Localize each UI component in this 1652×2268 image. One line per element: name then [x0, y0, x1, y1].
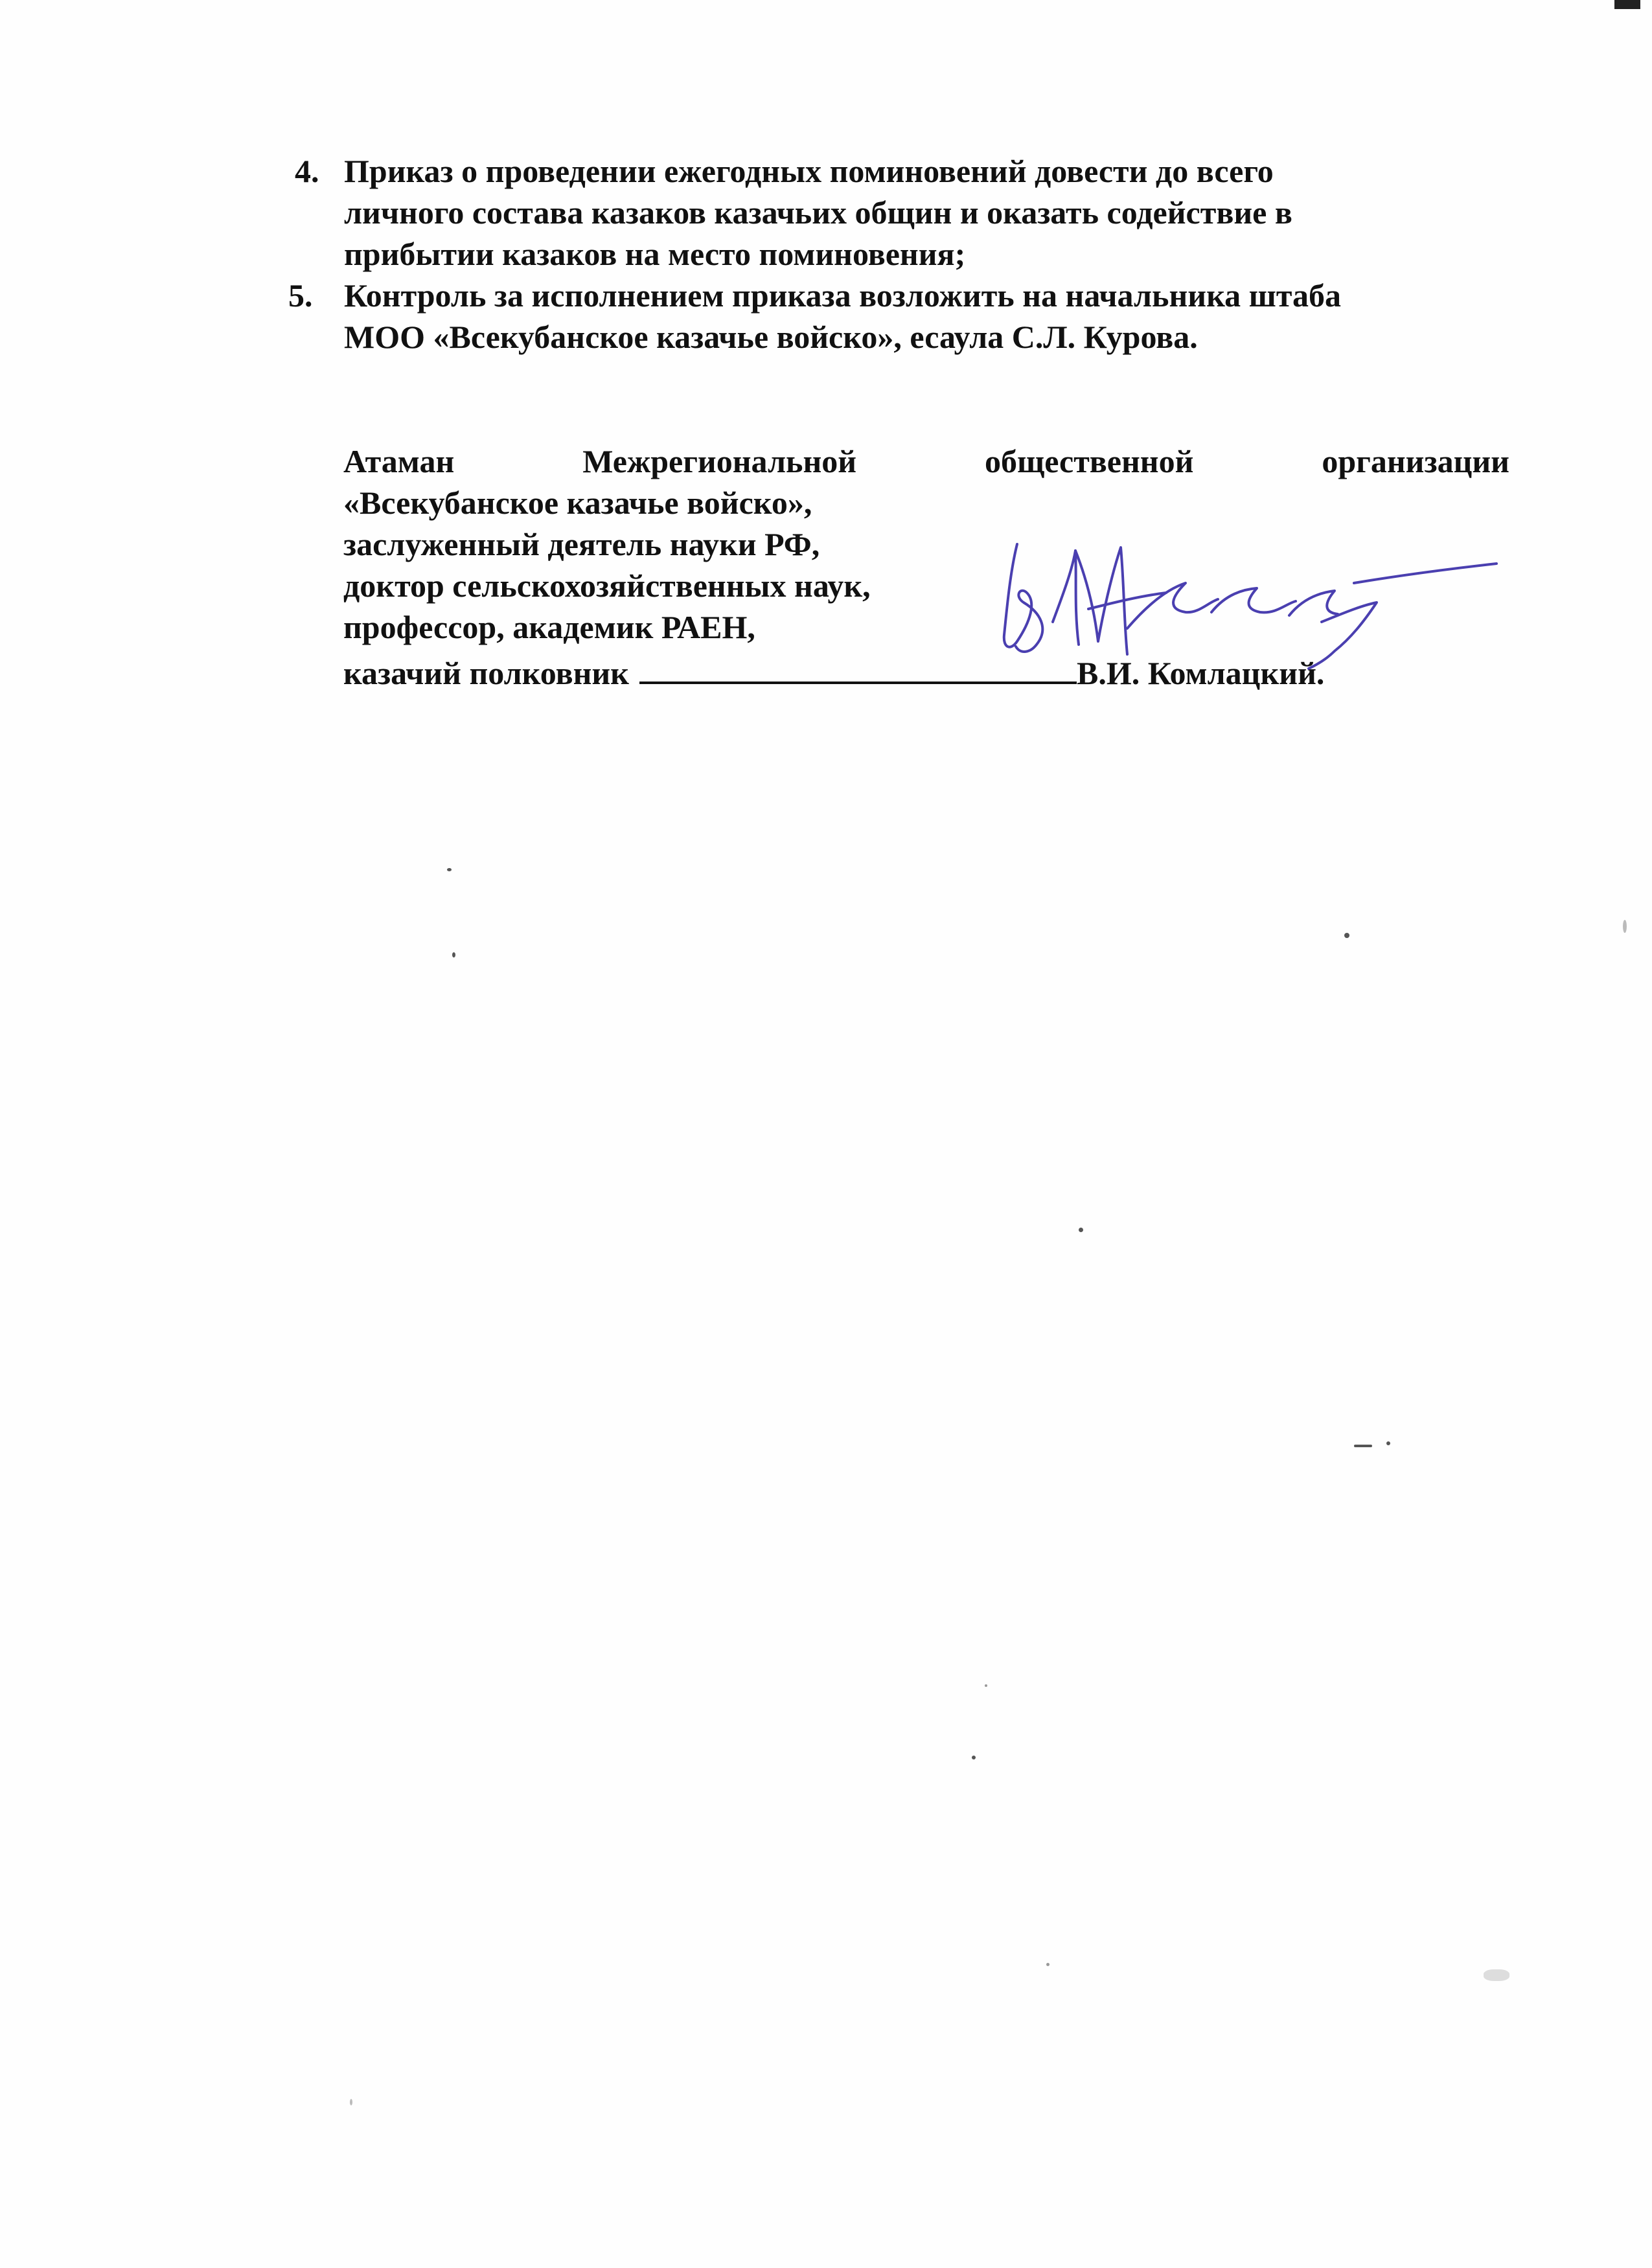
- title-word: организации: [1322, 443, 1509, 479]
- list-item-line: МОО «Всекубанское казачье войско», есаула С.Л. Курова.: [344, 319, 1198, 355]
- signatory-title-line: профессор, академик РАЕН,: [343, 609, 755, 645]
- scan-speck: [972, 1756, 976, 1759]
- title-word: общественной: [985, 443, 1194, 479]
- scan-speck: [1623, 920, 1627, 933]
- list-item-number: 4.: [295, 153, 319, 189]
- order-items-list: [288, 150, 1526, 358]
- list-item-number: 5.: [288, 277, 313, 314]
- scan-speck: [1079, 1228, 1083, 1232]
- list-item-line: личного состава казаков казачьих общин и оказать содействие в: [344, 194, 1292, 231]
- list-item-line: Контроль за исполнением приказа возложить на начальника штаба: [344, 277, 1342, 314]
- list-item-line: прибытии казаков на место поминовения;: [344, 236, 966, 272]
- title-word: Межрегиональной: [582, 443, 857, 479]
- handwritten-signature: [991, 531, 1509, 693]
- scan-speck: [1484, 1969, 1509, 1981]
- scan-speck: [1344, 933, 1349, 938]
- scan-speck: [1046, 1963, 1050, 1966]
- scan-edge-mark: [1614, 0, 1640, 9]
- scan-speck: [350, 2099, 352, 2105]
- signatory-rank: казачий полковник: [343, 655, 629, 691]
- signatory-title-first-line: [343, 441, 1509, 482]
- scan-speck: [452, 952, 455, 957]
- list-item: [295, 150, 1526, 275]
- title-word: Атаман: [343, 443, 455, 479]
- list-item-line: Приказ о проведении ежегодных поминовений довести до всего: [344, 153, 1274, 189]
- scan-speck: [1354, 1445, 1372, 1447]
- signatory-title-line: «Всекубанское казачье войско»,: [343, 485, 812, 521]
- scan-speck: [1386, 1441, 1390, 1445]
- scan-speck: [447, 868, 452, 871]
- list-item: [288, 275, 1526, 358]
- scan-speck: [985, 1684, 987, 1687]
- signatory-name: В.И. Комлацкий.: [1077, 655, 1325, 691]
- signatory-title-line: доктор сельскохозяйственных наук,: [343, 567, 871, 604]
- signatory-title-line: заслуженный деятель науки РФ,: [343, 526, 820, 562]
